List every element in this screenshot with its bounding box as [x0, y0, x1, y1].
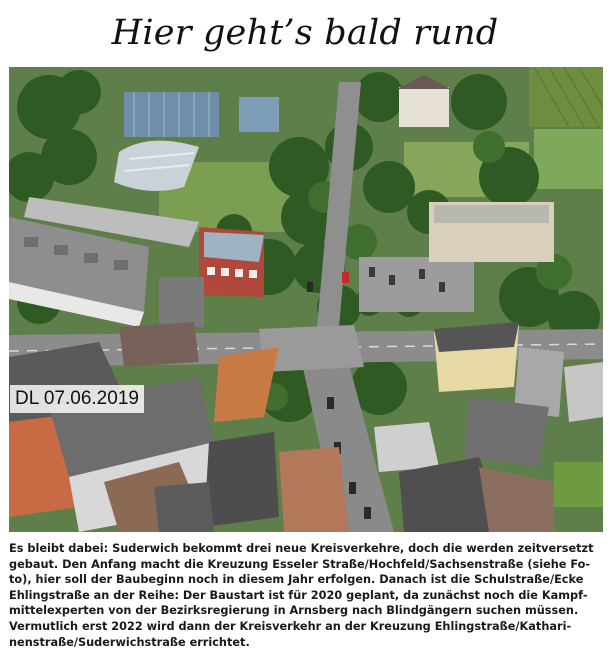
- caption-line: Es bleibt dabei: Suderwich bekommt drei neue Kreisverkehre, doch die werden zeitversetzt: [9, 542, 594, 555]
- caption-line: gebaut. Den Anfang macht die Kreuzung Esseler Straße/Hochfeld/Sachsenstraße (siehe Fo-: [9, 557, 591, 571]
- caption-line: nenstraße/Suderwichstraße errichtet.: [9, 635, 250, 649]
- caption-line: mittelexperten von der Bezirksregierung in Arnsberg nach Blindgängern suchen müssen.: [9, 604, 579, 618]
- date-stamp: DL 07.06.2019: [10, 385, 144, 413]
- photo-caption: [9, 541, 603, 650]
- aerial-photo: [9, 67, 603, 532]
- caption-line: Ehlingstraße an der Reihe: Der Baustart ist für 2020 geplant, da zunächst noch die Kampf-: [9, 588, 588, 602]
- headline: Hier geht’s bald rund: [111, 13, 499, 53]
- caption-line: Vermutlich erst 2022 wird dann der Kreisverkehr an der Kreuzung Ehlingstraße/Kathari-: [9, 619, 572, 633]
- caption-line: to), hier soll der Baubeginn noch in diesem Jahr erfolgen. Danach ist die Schulstraße/Ecke: [9, 573, 584, 587]
